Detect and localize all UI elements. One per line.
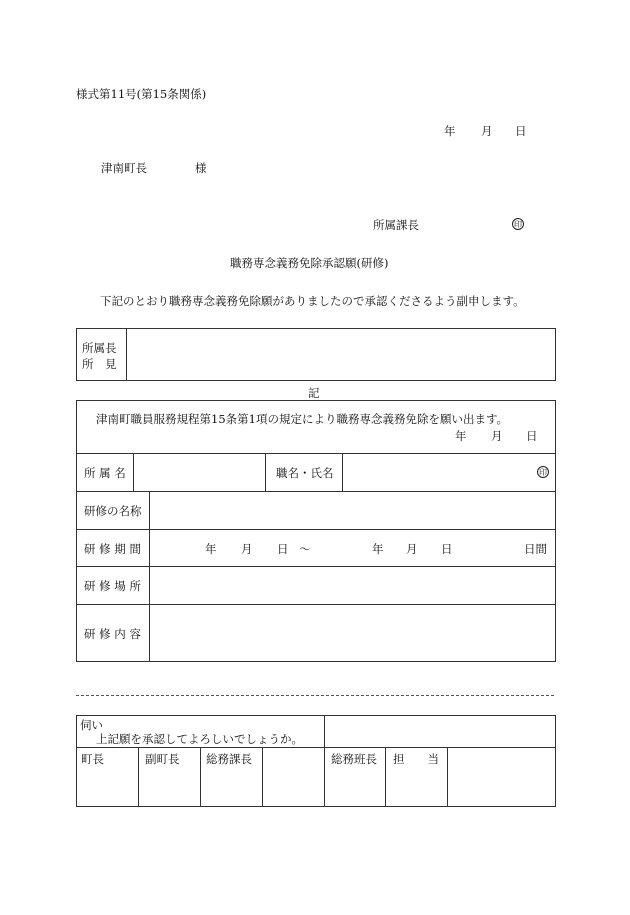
request-year: 年 <box>455 429 467 443</box>
section-chief-label: 総務班長 <box>331 752 377 766</box>
affiliation-label: 所 属 名 <box>84 466 126 480</box>
ki-label: 記 <box>308 386 320 400</box>
training-content-label: 研 修 内 容 <box>84 627 141 641</box>
addressee-name: 津南町長 <box>101 161 147 175</box>
seal-mark: 印 <box>514 220 522 229</box>
deputy-mayor-label: 副町長 <box>145 752 180 766</box>
period-tilde: 〜 <box>299 542 311 556</box>
department-head-label: 所属課長 <box>373 218 419 232</box>
header-year: 年 <box>444 124 456 138</box>
request-day: 日 <box>526 429 538 443</box>
training-name-label: 研修の名称 <box>84 504 142 518</box>
inquiry-text: 上記願を承認してよろしいでしょうか。 <box>96 732 303 746</box>
period-end-day: 日 <box>441 542 453 556</box>
header-day: 日 <box>515 124 527 138</box>
intro-text: 下記のとおり職務専念義務免除願がありましたので承認くださるよう副申します。 <box>100 294 525 308</box>
form-number: 様式第11号(第15条関係) <box>76 87 207 101</box>
position-name-label: 職名・氏名 <box>276 466 334 480</box>
period-start-month: 月 <box>241 542 253 556</box>
mayor-label: 町長 <box>81 752 104 766</box>
opinion-label-line1: 所属長 <box>82 341 117 355</box>
document-title: 職務専念義務免除承認願(研修) <box>230 256 389 270</box>
inquiry-label: 伺い <box>80 718 103 732</box>
applicant-seal-mark: 印 <box>539 468 547 477</box>
request-table <box>76 400 556 662</box>
general-affairs-chief-label: 総務課長 <box>206 752 252 766</box>
training-place-label: 研 修 場 所 <box>84 579 141 593</box>
period-end-year: 年 <box>372 542 384 556</box>
request-month: 月 <box>491 429 503 443</box>
addressee-honorific: 様 <box>195 161 207 175</box>
request-statement: 津南町職員服務規程第15条第1項の規定により職務専念義務免除を願い出ます。 <box>96 412 509 426</box>
header-month: 月 <box>481 124 493 138</box>
person-in-charge-label: 担 当 <box>393 752 439 766</box>
opinion-box <box>76 328 556 381</box>
cut-line <box>76 695 554 696</box>
period-start-day: 日 <box>277 542 289 556</box>
training-period-label: 研 修 期 間 <box>84 542 141 556</box>
period-end-month: 月 <box>406 542 418 556</box>
period-days: 日間 <box>524 542 547 556</box>
opinion-label-line2: 所 見 <box>82 357 117 371</box>
period-start-year: 年 <box>205 542 217 556</box>
